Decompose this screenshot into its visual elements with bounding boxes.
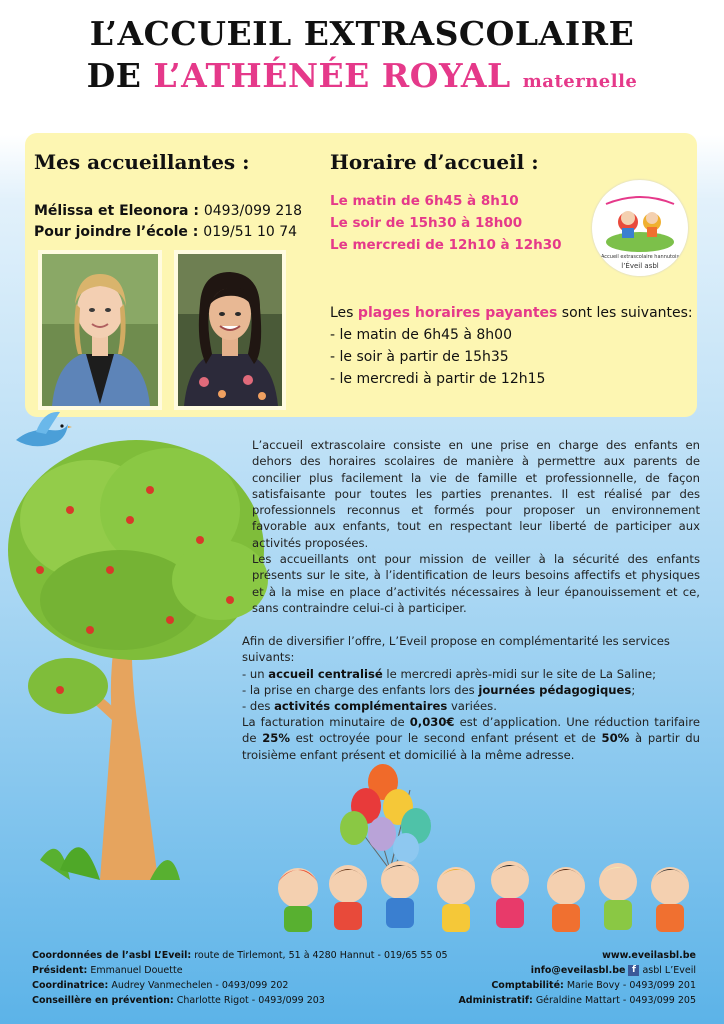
paid-hours-item: - le mercredi à partir de 12h15 — [330, 371, 546, 387]
logo-name: l’Éveil asbl — [621, 262, 659, 270]
title-line-2: DE L’ATHÉNÉE ROYAL maternelle — [86, 56, 638, 95]
staff-heading: Mes accueillantes : — [34, 150, 250, 174]
staff-photo-2 — [174, 250, 286, 410]
intro-paragraph: L’accueil extrascolaire consiste en une prise en charge des enfants en dehors des horaires scolaires de manière à permettre aux parents de concilier plus facilement la vie de famille et professionnelle, de façon satisfaisante pour toutes les parties prenantes. Il est réalisé par des professionnels reconnus et formés pour proposer un environnement favorable aux enfants, tout en respectant leur liberté de participer aux activités proposées. — [252, 438, 700, 550]
staff-contact: Mélissa et Eleonora : 0493/099 218 — [34, 203, 303, 219]
services-paragraph: Afin de diversifier l’offre, L’Eveil propose en complémentarité les services suivants: - un accueil centralisé le mercredi après-midi sur le site de La Saline; - la prise en charge des enfants lors des journées pédagogiques; - des activités complémentaires variées. — [242, 634, 670, 714]
hours-heading: Horaire d’accueil : — [330, 150, 539, 174]
facebook-link[interactable]: asbl L’Eveil — [642, 965, 696, 976]
billing-paragraph: La facturation minutaire de 0,030€ est d’application. Une réduction tarifaire de 25% est octroyée pour le second enfant présent et de 50% à partir du troisième enfant présent et domicilié à la même adresse. — [242, 715, 700, 762]
staff-photo-1 — [38, 250, 162, 410]
hours-evening: Le soir de 15h30 à 18h00 — [330, 215, 523, 231]
tree-illustration — [0, 420, 272, 880]
paid-hours-item: - le matin de 6h45 à 8h00 — [330, 327, 512, 343]
hours-morning: Le matin de 6h45 à 8h10 — [330, 193, 519, 209]
website-link[interactable]: www.eveilasbl.be — [602, 950, 696, 961]
paid-hours-intro: Les plages horaires payantes sont les suivantes: — [330, 305, 693, 321]
hours-wednesday: Le mercredi de 12h10 à 12h30 — [330, 237, 562, 253]
facebook-icon: f — [628, 965, 639, 976]
mission-paragraph: Les accueillants ont pour mission de veiller à la sécurité des enfants présents sur le site, à l’identification de leurs besoins affectifs et physiques et à la mise en place d’activités nécessaires à leur épanouissement et ce, sans contraindre celui-ci à participer. — [252, 552, 700, 615]
footer-right: www.eveilasbl.be info@eveilasbl.be f asbl L’Eveil Comptabilité: Marie Bovy - 0493/099 201 Administratif: Géraldine Mattart - 0493/099 205 — [458, 950, 696, 1006]
eveil-logo: Accueil extrascolaire hannutois l’Éveil asbl — [592, 180, 688, 276]
school-name: L’ATHÉNÉE ROYAL — [153, 56, 511, 95]
kids-balloons-illustration — [250, 760, 710, 940]
paid-hours-item: - le soir à partir de 15h35 — [330, 349, 509, 365]
email-link[interactable]: info@eveilasbl.be — [530, 965, 626, 976]
title-line-1: L’ACCUEIL EXTRASCOLAIRE — [89, 14, 635, 53]
school-level: maternelle — [522, 71, 638, 92]
school-contact: Pour joindre l’école : 019/51 10 74 — [34, 224, 298, 240]
footer-left: Coordonnées de l’asbl L’Eveil: route de Tirlemont, 51 à 4280 Hannut - 019/65 55 05 Président: Emmanuel Douette Coordinatrice: Audrey Vanmechelen - 0493/099 202 Conseillère en prévention: Charlotte Rigot - 0493/099 203 — [32, 950, 448, 1006]
